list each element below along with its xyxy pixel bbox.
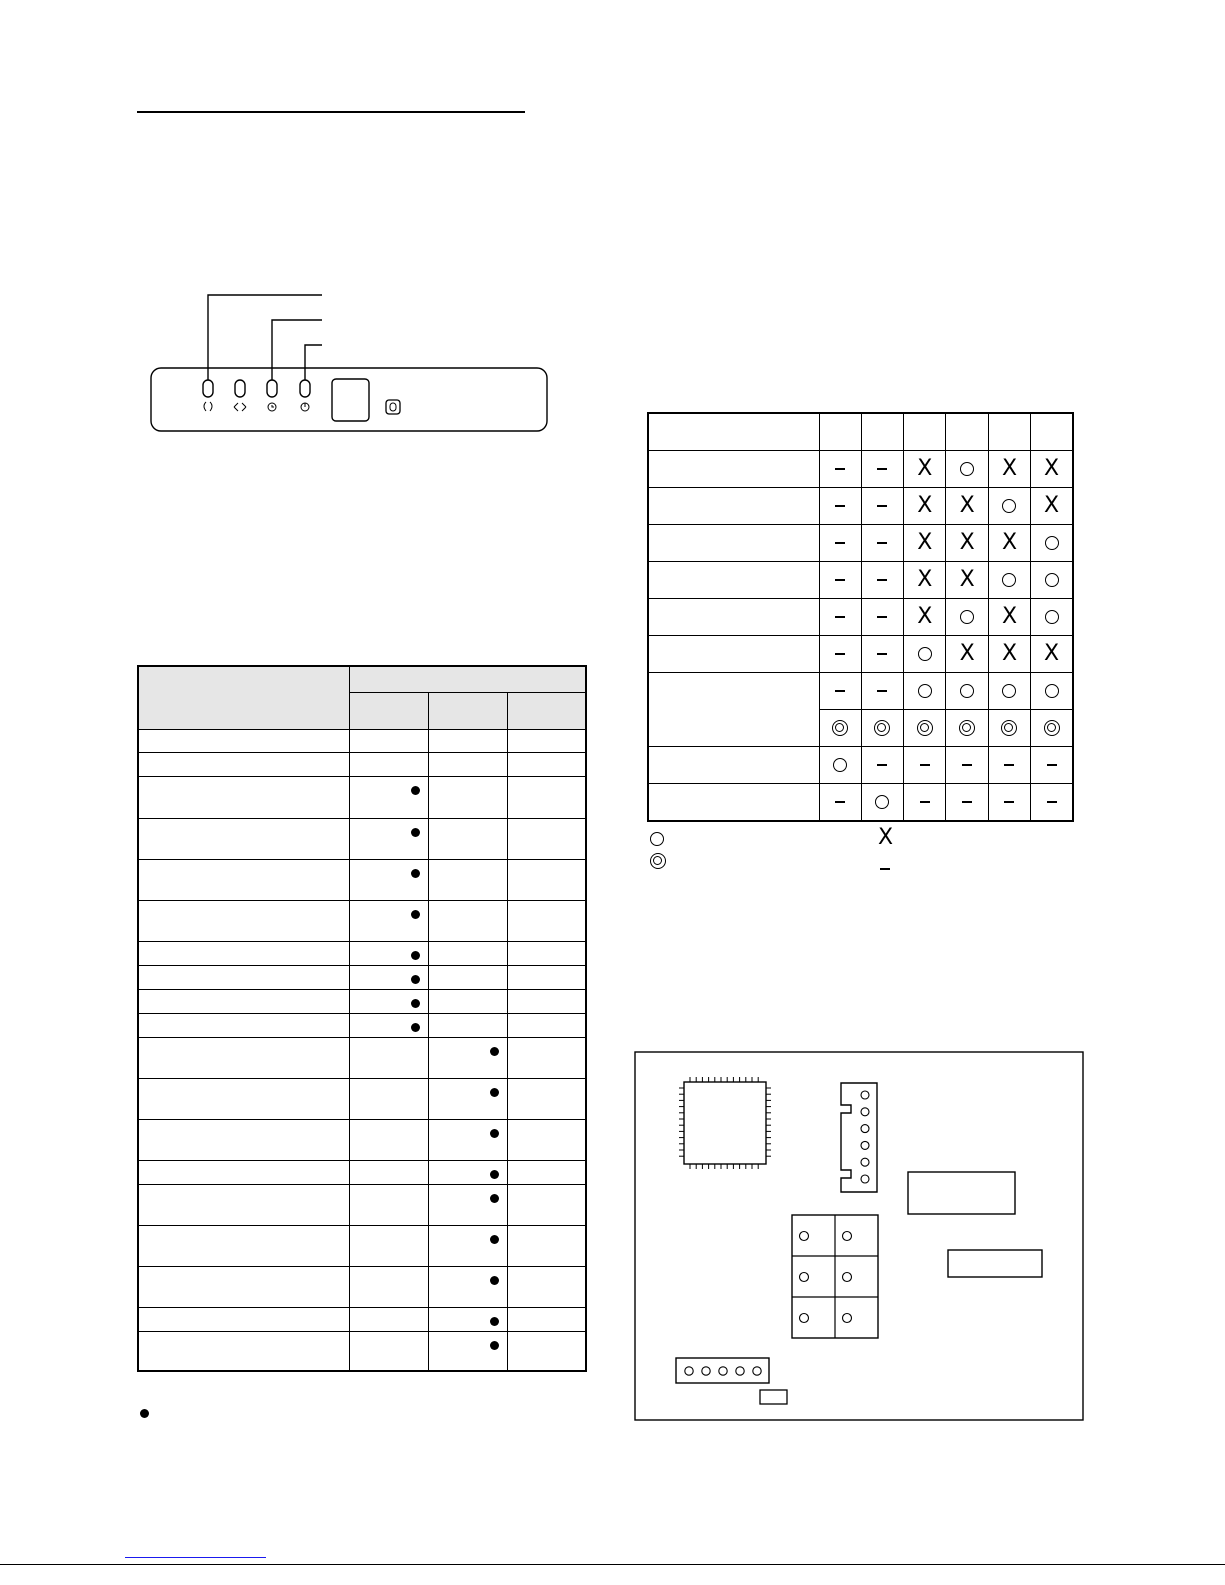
pcb-hole [800, 1273, 809, 1282]
footer-rule [0, 1564, 1225, 1565]
pcb-hole [843, 1314, 852, 1323]
x-symbol: X [1044, 492, 1060, 518]
pcb-hole [861, 1091, 869, 1099]
pcb-hole [685, 1367, 693, 1375]
pcb-hole [702, 1367, 710, 1375]
pcb-hole [843, 1232, 852, 1241]
x-symbol: X [959, 529, 975, 555]
pcb-hole [861, 1141, 869, 1149]
pcb-hole [861, 1125, 869, 1133]
pcb-hole [800, 1232, 809, 1241]
pcb-hole [719, 1367, 727, 1375]
pcb-hole [736, 1367, 744, 1375]
x-symbol: X [959, 640, 975, 666]
x-symbol: X [959, 492, 975, 518]
x-symbol: X [1001, 640, 1018, 666]
x-symbol: X [917, 455, 933, 481]
x-symbol: X [959, 566, 975, 592]
pcb-hole [861, 1175, 869, 1183]
pcb-hole [861, 1108, 869, 1116]
legend-x-symbol: X [878, 825, 894, 850]
pcb-hole [800, 1314, 809, 1323]
x-symbol: X [1001, 529, 1018, 555]
x-symbol: X [917, 603, 933, 629]
x-symbol: X [917, 529, 933, 555]
x-symbol: X [917, 566, 933, 592]
footer-link-underline [125, 1557, 266, 1558]
x-symbol: X [1001, 603, 1018, 629]
x-symbol: X [1001, 455, 1018, 481]
x-symbol: X [917, 492, 933, 518]
x-symbol: X [1044, 455, 1060, 481]
pcb-hole [753, 1367, 761, 1375]
pcb-hole [843, 1273, 852, 1282]
pcb-hole [861, 1158, 869, 1166]
x-symbol: X [1044, 640, 1060, 666]
